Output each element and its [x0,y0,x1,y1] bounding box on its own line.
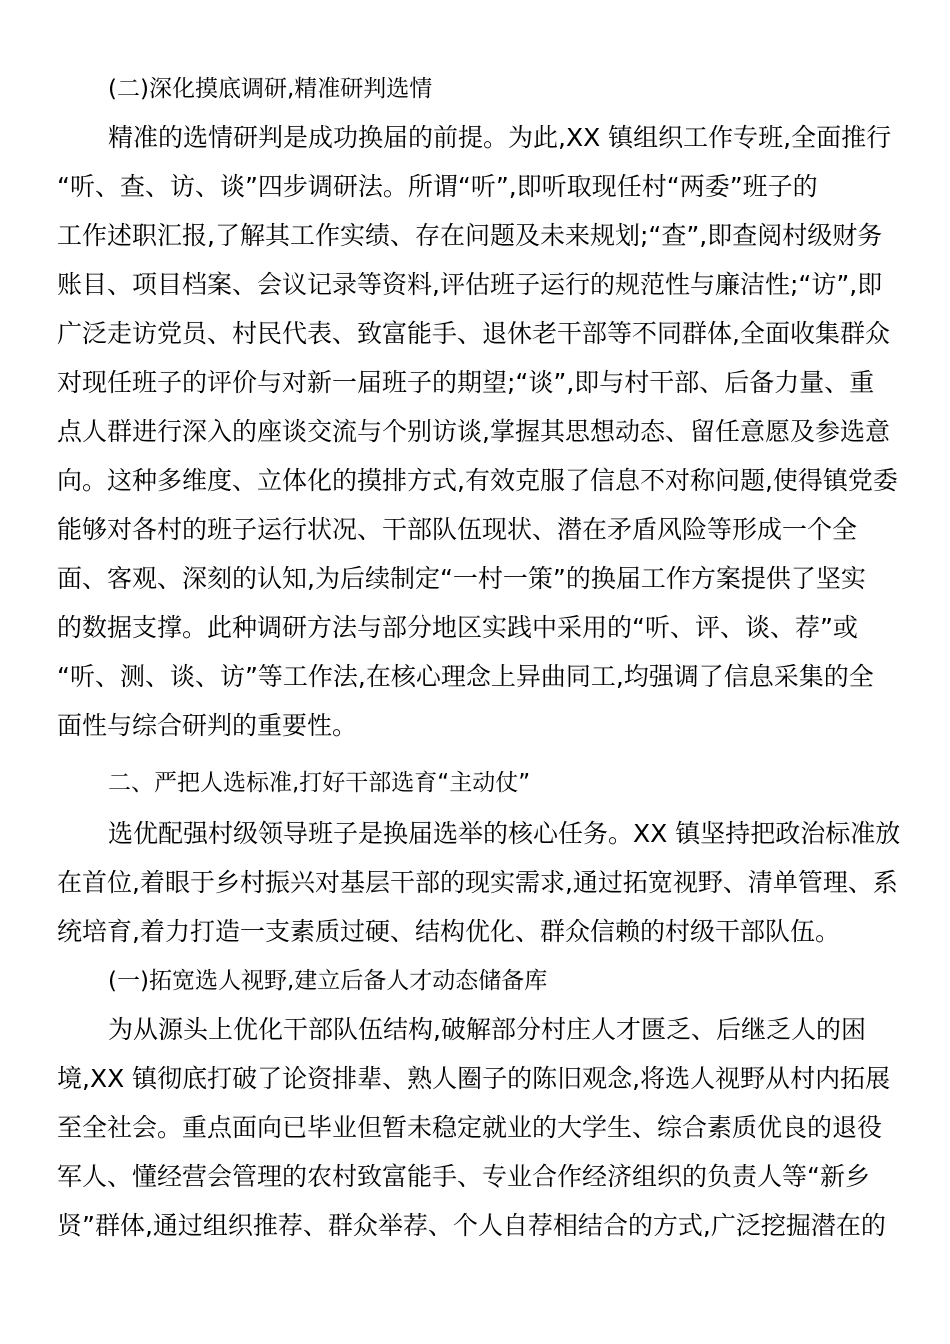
section-heading: 二、严把人选标准,打好干部选育“主动仗” [108,770,531,796]
paragraph-line: 军人、懂经营会管理的农村致富能手、专业合作经济组织的负责人等“新乡 [57,1162,870,1191]
paragraph-line: 精准的选情研判是成功换届的前提。为此,XX 镇组织工作专班,全面推行 [108,123,892,152]
paragraph-line: 选优配强村级领导班子是换届选举的核心任务。XX 镇坚持把政治标准放 [108,819,901,848]
paragraph-line: 广泛走访党员、村民代表、致富能手、退休老干部等不同群体,全面收集群众 [57,319,890,348]
paragraph-line: 面性与综合研判的重要性。 [57,711,358,740]
paragraph-line: 对现任班子的评价与对新一届班子的期望;“谈”,即与村干部、后备力量、重 [57,368,875,397]
paragraph-line: 向。这种多维度、立体化的摸排方式,有效克服了信息不对称问题,使得镇党委 [57,466,898,495]
paragraph-line: 统培育,着力打造一支素质过硬、结构优化、群众信赖的村级干部队伍。 [57,917,840,946]
section-heading: (二)深化摸底调研,精准研判选情 [108,76,433,102]
paragraph-line: 在首位,着眼于乡村振兴对基层干部的现实需求,通过拓宽视野、清单管理、系 [57,868,898,897]
paragraph-line: 工作述职汇报,了解其工作实绩、存在问题及未来规划;“查”,即查阅村级财务 [57,221,883,250]
section-heading: (一)拓宽选人视野,建立后备人才动态储备库 [108,968,548,994]
paragraph-line: 账目、项目档案、会议记录等资料,评估班子运行的规范性与廉洁性;“访”,即 [57,270,883,299]
paragraph-line: 的数据支撑。此种调研方法与部分地区实践中采用的“听、评、谈、荐”或 [57,613,858,642]
paragraph-line: 为从源头上优化干部队伍结构,破解部分村庄人才匮乏、后继乏人的困 [108,1015,866,1044]
paragraph-line: 至全社会。重点面向已毕业但暂未稳定就业的大学生、综合素质优良的退役 [57,1113,883,1142]
paragraph-line: 能够对各村的班子运行状况、干部队伍现状、潜在矛盾风险等形成一个全 [57,515,858,544]
paragraph-line: “听、查、访、谈”四步调研法。所谓“听”,即听取现任村“两委”班子的 [57,172,818,201]
paragraph-line: 境,XX 镇彻底打破了论资排辈、熟人圈子的陈旧观念,将选人视野从村内拓展 [57,1064,891,1093]
paragraph-line: “听、测、谈、访”等工作法,在核心理念上异曲同工,均强调了信息采集的全 [57,662,874,691]
paragraph-line: 贤”群体,通过组织推荐、群众举荐、个人自荐相结合的方式,广泛挖掘潜在的 [57,1211,886,1240]
paragraph-line: 点人群进行深入的座谈交流与个别访谈,掌握其思想动态、留任意愿及参选意 [57,417,890,446]
paragraph-line: 面、客观、深刻的认知,为后续制定“一村一策”的换届工作方案提供了坚实 [57,564,866,593]
